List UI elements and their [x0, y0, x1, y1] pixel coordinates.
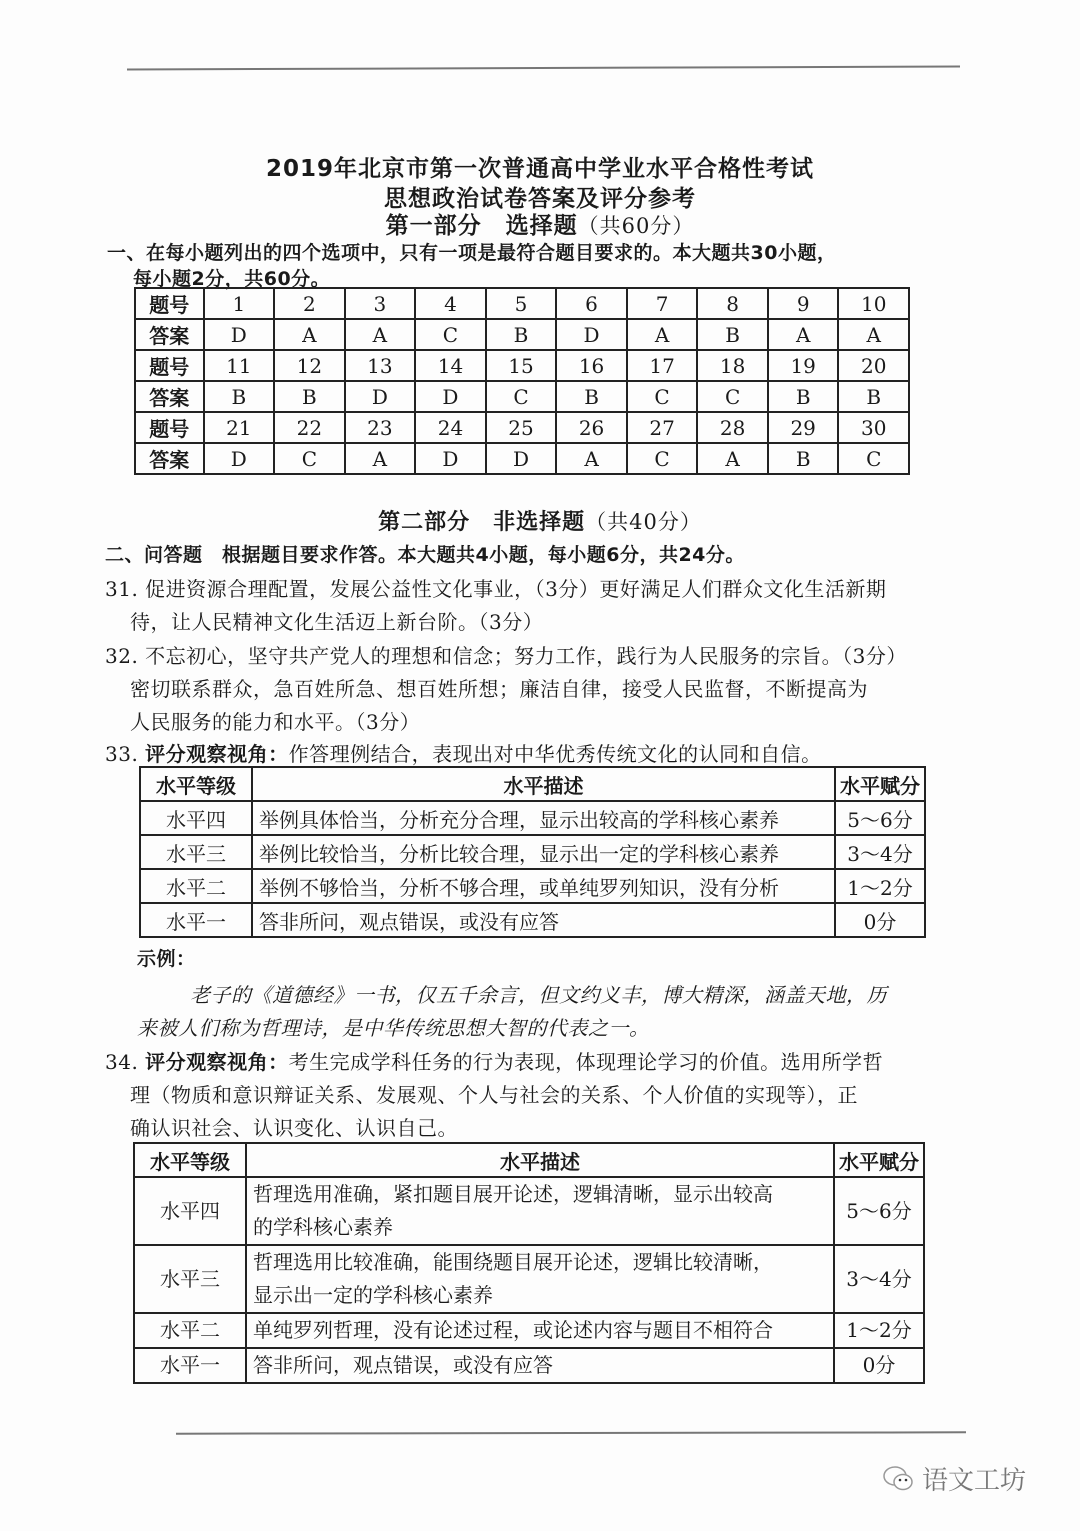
question-number-cell: 1: [204, 288, 275, 319]
question-number-cell: 21: [204, 412, 275, 443]
q33-header-desc: 水平描述: [252, 767, 835, 801]
q34-text: 考生完成学科任务的行为表现，体现理论学习的价值。选用所学哲: [288, 1050, 884, 1074]
question-number-cell: 12: [274, 350, 345, 381]
question-number-cell: 26: [556, 412, 627, 443]
q33-rubric-row: [140, 903, 925, 937]
top-rule: [127, 66, 960, 71]
part1-instruction-line2: 每小题2分，共60分。: [133, 268, 331, 290]
question-number-cell: 27: [627, 412, 698, 443]
question-number-cell: 10: [838, 288, 909, 319]
description-cell: [246, 1177, 834, 1245]
score-cell: 0分: [834, 1348, 924, 1383]
question-number-cell: 15: [486, 350, 557, 381]
level-cell: 水平三: [140, 835, 252, 869]
question-number-cell: 19: [768, 350, 839, 381]
description-cell: [246, 1313, 834, 1348]
answer-cell: C: [627, 443, 698, 474]
question-number-cell: 8: [697, 288, 768, 319]
question-number-cell: 28: [697, 412, 768, 443]
q31-line1: 31. 促进资源合理配置，发展公益性文化事业，（3分）更好满足人们群众文化生活新期: [105, 577, 887, 601]
q33-label: 评分观察视角：: [145, 742, 289, 766]
answer-cell: B: [768, 443, 839, 474]
q34-rubric-row: [134, 1177, 924, 1245]
part2-heading-text: 第二部分 非选择题: [378, 510, 586, 535]
question-number-cell: 7: [627, 288, 698, 319]
description-cell: 举例比较恰当，分析比较合理，显示出一定的学科核心素养: [252, 835, 835, 869]
answer-cell: C: [486, 381, 557, 412]
exam-title: 2019年北京市第一次普通高中学业水平合格性考试: [265, 156, 814, 182]
question-number-cell: 18: [697, 350, 768, 381]
part1-heading-score: （共60分）: [577, 214, 695, 238]
q34-number: 34.: [105, 1050, 146, 1074]
q33-prompt: [105, 738, 822, 767]
level-cell: 水平二: [134, 1313, 246, 1348]
answer-cell: A: [768, 319, 839, 350]
q34-header-desc: 水平描述: [246, 1143, 834, 1177]
description-cell: 答非所问，观点错误，或没有应答: [252, 903, 835, 937]
question-number-row: [135, 412, 909, 443]
answer-row-label: 答案: [135, 381, 204, 412]
question-number-cell: 23: [345, 412, 416, 443]
question-number-row: [135, 350, 909, 381]
question-number-cell: 5: [486, 288, 557, 319]
level-cell: 水平三: [134, 1245, 246, 1313]
question-number-cell: 29: [768, 412, 839, 443]
score-cell: 3～4分: [834, 1245, 924, 1313]
answer-cell: A: [697, 443, 768, 474]
q33-rubric-row: [140, 835, 925, 869]
question-number-cell: 22: [274, 412, 345, 443]
part1-heading: [0, 207, 1080, 240]
answer-cell: C: [274, 443, 345, 474]
answer-cell: B: [274, 381, 345, 412]
description-cell: 举例具体恰当，分析充分合理，显示出较高的学科核心素养: [252, 801, 835, 835]
description-line: 哲理选用比较准确，能围绕题目展开论述，逻辑比较清晰，: [253, 1250, 773, 1274]
answer-row: [135, 443, 909, 474]
level-cell: 水平四: [140, 801, 252, 835]
answer-cell: A: [838, 319, 909, 350]
description-line: 单纯罗列哲理，没有论述过程，或论述内容与题目不相符合: [253, 1318, 773, 1342]
answer-cell: C: [838, 443, 909, 474]
question-number-cell: 11: [204, 350, 275, 381]
q33-rubric-row: [140, 869, 925, 903]
part1-heading-text: 第一部分 选择题: [385, 213, 578, 239]
answer-cell: D: [204, 319, 275, 350]
question-number-cell: 13: [345, 350, 416, 381]
answer-cell: D: [556, 319, 627, 350]
answer-cell: B: [838, 381, 909, 412]
description-cell: [246, 1245, 834, 1313]
description-line: 显示出一定的学科核心素养: [253, 1283, 493, 1307]
answer-row-label: 答案: [135, 319, 204, 350]
question-number-cell: 16: [556, 350, 627, 381]
question-number-cell: 9: [768, 288, 839, 319]
q32-line3: 人民服务的能力和水平。（3分）: [130, 710, 421, 734]
answer-cell: A: [345, 443, 416, 474]
answer-row: [135, 381, 909, 412]
q34-rubric-table: [133, 1142, 925, 1384]
level-cell: 水平一: [134, 1348, 246, 1383]
score-cell: 5～6分: [835, 801, 925, 835]
q34-rubric-row: [134, 1348, 924, 1383]
q34-label: 评分观察视角：: [145, 1050, 289, 1074]
answer-key-table: [134, 287, 910, 475]
bottom-rule: [176, 1431, 966, 1434]
answer-row-label: 答案: [135, 443, 204, 474]
level-cell: 水平二: [140, 869, 252, 903]
score-cell: 0分: [835, 903, 925, 937]
answer-cell: A: [274, 319, 345, 350]
question-number-cell: 24: [415, 412, 486, 443]
exam-subtitle: 思想政治试卷答案及评分参考: [384, 186, 696, 212]
q33-header-level: 水平等级: [140, 767, 252, 801]
q34-header-level: 水平等级: [134, 1143, 246, 1177]
answer-cell: A: [345, 319, 416, 350]
question-number-cell: 14: [415, 350, 486, 381]
score-cell: 3～4分: [835, 835, 925, 869]
answer-cell: C: [415, 319, 486, 350]
answer-cell: B: [556, 381, 627, 412]
q33-rubric-table: [139, 766, 926, 938]
description-line: 答非所问，观点错误，或没有应答: [253, 1353, 553, 1377]
score-cell: 1～2分: [834, 1313, 924, 1348]
q33-rubric-row: [140, 801, 925, 835]
question-number-cell: 20: [838, 350, 909, 381]
q33-header-score: 水平赋分: [835, 767, 925, 801]
score-cell: 5～6分: [834, 1177, 924, 1245]
level-cell: 水平四: [134, 1177, 246, 1245]
answer-row: [135, 319, 909, 350]
q33-example-line1: 老子的《道德经》一书，仅五千余言，但文约义丰，博大精深，涵盖天地，历: [190, 983, 887, 1007]
level-cell: 水平一: [140, 903, 252, 937]
question-number-cell: 25: [486, 412, 557, 443]
part2-instruction: 二、问答题 根据题目要求作答。本大题共4小题，每小题6分，共24分。: [105, 544, 745, 566]
wechat-icon: [882, 1465, 916, 1493]
question-number-row: [135, 288, 909, 319]
answer-cell: B: [486, 319, 557, 350]
answer-cell: D: [204, 443, 275, 474]
description-cell: 举例不够恰当，分析不够合理，或单纯罗列知识，没有分析: [252, 869, 835, 903]
answer-cell: B: [697, 319, 768, 350]
question-number-row-label: 题号: [135, 412, 204, 443]
answer-cell: C: [697, 381, 768, 412]
question-number-cell: 3: [345, 288, 416, 319]
answer-cell: D: [345, 381, 416, 412]
question-number-cell: 4: [415, 288, 486, 319]
answer-cell: C: [627, 381, 698, 412]
q33-example-label: 示例：: [137, 948, 196, 970]
watermark-text: 语文工坊: [922, 1466, 1027, 1496]
q33-text: 作答理例结合，表现出对中华优秀传统文化的认同和自信。: [288, 742, 822, 766]
answer-cell: A: [556, 443, 627, 474]
question-number-cell: 2: [274, 288, 345, 319]
q32-line1: 32. 不忘初心，坚守共产党人的理想和信念；努力工作，践行为人民服务的宗旨。（3分）: [105, 644, 907, 668]
question-number-cell: 6: [556, 288, 627, 319]
description-line: 哲理选用准确，紧扣题目展开论述，逻辑清晰，显示出较高: [253, 1182, 773, 1206]
q32-line2: 密切联系群众，急百姓所急、想百姓所想；廉洁自律，接受人民监督，不断提高为: [130, 677, 868, 701]
score-cell: 1～2分: [835, 869, 925, 903]
watermark: [882, 1460, 1026, 1497]
question-number-row-label: 题号: [135, 288, 204, 319]
answer-cell: D: [415, 443, 486, 474]
answer-cell: A: [627, 319, 698, 350]
q31-line2: 待，让人民精神文化生活迈上新台阶。（3分）: [130, 610, 544, 634]
answer-cell: B: [204, 381, 275, 412]
q33-number: 33.: [105, 742, 146, 766]
q34-rubric-row: [134, 1313, 924, 1348]
question-number-cell: 30: [838, 412, 909, 443]
q34-rubric-row: [134, 1245, 924, 1313]
question-number-row-label: 题号: [135, 350, 204, 381]
question-number-cell: 17: [627, 350, 698, 381]
description-line: 的学科核心素养: [253, 1215, 393, 1239]
q34-prompt-line3: 确认识社会、认识变化、认识自己。: [130, 1116, 458, 1140]
answer-cell: D: [486, 443, 557, 474]
description-cell: [246, 1348, 834, 1383]
part2-heading-score: （共40分）: [585, 510, 702, 534]
answer-cell: D: [415, 381, 486, 412]
part2-heading: [0, 505, 1080, 536]
q34-prompt-line2: 理（物质和意识辩证关系、发展观、个人与社会的关系、个人价值的实现等），正: [130, 1083, 858, 1107]
answer-cell: B: [768, 381, 839, 412]
q34-header-score: 水平赋分: [834, 1143, 924, 1177]
part1-instruction-line1: 一、在每小题列出的四个选项中，只有一项是最符合题目要求的。本大题共30小题，: [107, 242, 837, 264]
q33-example-line2: 来被人们称为哲理诗，是中华传统思想大智的代表之一。: [137, 1016, 650, 1040]
q34-prompt-line1: [105, 1046, 883, 1075]
